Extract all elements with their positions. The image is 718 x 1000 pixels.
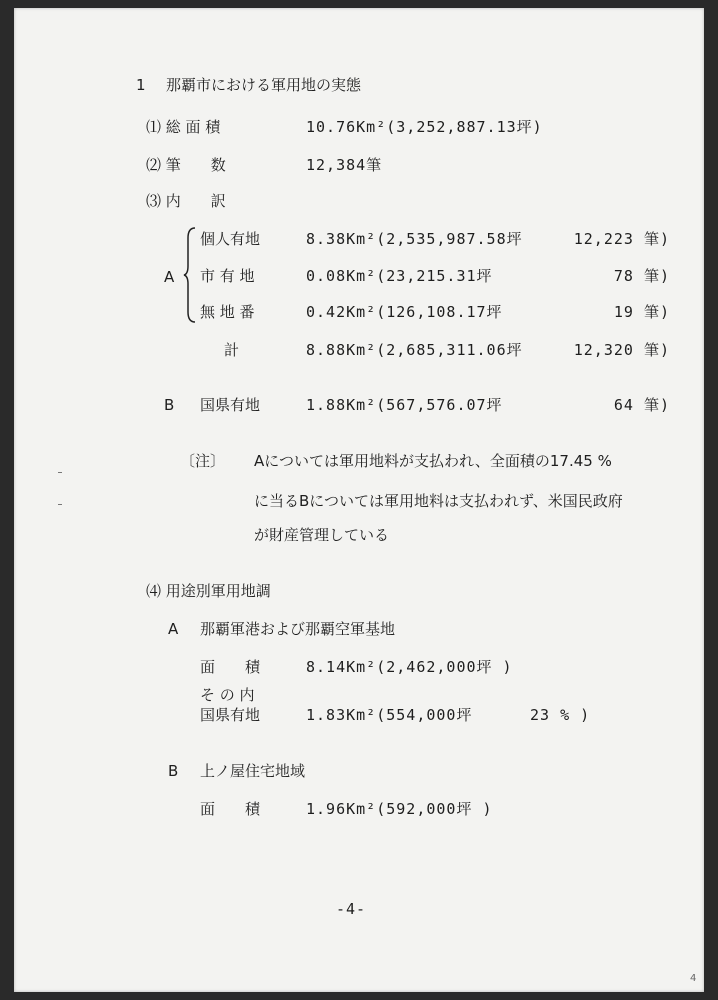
page-number: -4- bbox=[336, 900, 367, 918]
group-b-value: 1.88Km²(567,576.07坪 bbox=[306, 396, 503, 414]
usage-a-letter: A bbox=[168, 620, 179, 638]
margin-mark bbox=[58, 504, 62, 505]
item-area-label: ⑴ 総 面 積 bbox=[146, 118, 221, 136]
group-a-row-value: 0.42Km²(126,108.17坪 bbox=[306, 303, 503, 321]
section-title: 那覇市における軍用地の実態 bbox=[166, 76, 362, 94]
left-brace-icon bbox=[182, 226, 198, 324]
usage-a-sub-label: 国県有地 bbox=[200, 706, 261, 724]
group-a-total-label: 計 bbox=[224, 341, 240, 359]
margin-mark bbox=[58, 472, 62, 473]
item-count-value: 12,384筆 bbox=[306, 156, 383, 174]
group-b-name: 国県有地 bbox=[200, 396, 261, 414]
usage-a-title: 那覇軍港および那覇空軍基地 bbox=[200, 620, 396, 638]
usage-heading: ⑷ 用途別軍用地調 bbox=[146, 582, 271, 600]
section-number: 1 bbox=[136, 76, 146, 94]
usage-b-area-label: 面 積 bbox=[200, 800, 261, 818]
usage-b-area-value: 1.96Km²(592,000坪 ) bbox=[306, 800, 493, 818]
item-count-label: ⑵ 筆 数 bbox=[146, 156, 226, 174]
group-a-total-count: 12,320 筆) bbox=[573, 341, 670, 359]
note-label: 〔注〕 bbox=[180, 452, 226, 470]
usage-a-sub-label: そ の 内 bbox=[200, 686, 255, 704]
item-area-value: 10.76Km²(3,252,887.13坪) bbox=[306, 118, 543, 136]
group-a-row-count: 78 筆) bbox=[613, 267, 670, 285]
item-breakdown-label: ⑶ 内 訳 bbox=[146, 192, 226, 210]
usage-a-area-label: 面 積 bbox=[200, 658, 261, 676]
usage-a-sub-pct: 23 % ) bbox=[530, 706, 591, 724]
document-page bbox=[14, 8, 704, 992]
usage-b-title: 上ノ屋住宅地域 bbox=[200, 762, 306, 780]
group-b-letter: B bbox=[164, 396, 175, 414]
note-line: に当るBについては軍用地料は支払われず、米国民政府 bbox=[254, 492, 623, 510]
note-line: が財産管理している bbox=[254, 526, 390, 544]
group-a-letter: A bbox=[164, 268, 175, 286]
group-a-row-value: 8.38Km²(2,535,987.58坪 bbox=[306, 230, 523, 248]
group-a-row-count: 19 筆) bbox=[613, 303, 670, 321]
group-a-row-count: 12,223 筆) bbox=[573, 230, 670, 248]
group-a-row-name: 市 有 地 bbox=[200, 267, 255, 285]
usage-a-area-value: 8.14Km²(2,462,000坪 ) bbox=[306, 658, 513, 676]
usage-a-sub-value: 1.83Km²(554,000坪 bbox=[306, 706, 473, 724]
group-a-row-name: 個人有地 bbox=[200, 230, 261, 248]
group-a-total-value: 8.88Km²(2,685,311.06坪 bbox=[306, 341, 523, 359]
group-a-row-name: 無 地 番 bbox=[200, 303, 255, 321]
usage-b-letter: B bbox=[168, 762, 179, 780]
note-line: Aについては軍用地料が支払われ、全面積の17.45 % bbox=[254, 452, 612, 470]
group-a-row-value: 0.08Km²(23,215.31坪 bbox=[306, 267, 493, 285]
corner-page-number: 4 bbox=[690, 973, 697, 984]
group-b-count: 64 筆) bbox=[613, 396, 670, 414]
